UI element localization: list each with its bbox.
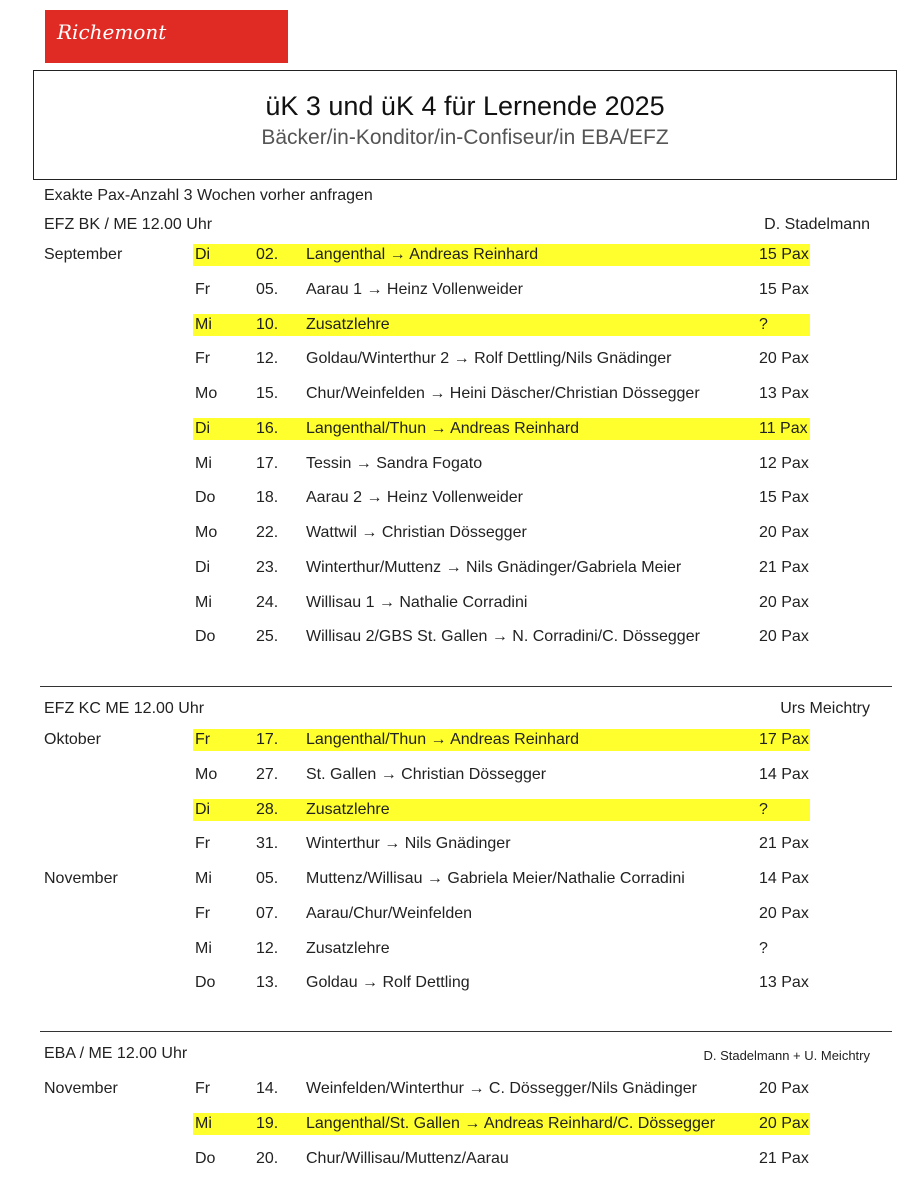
row-date: 23. bbox=[256, 558, 279, 576]
row-pax: 15 Pax bbox=[759, 280, 809, 298]
row-weekday: Do bbox=[195, 1149, 216, 1167]
row-description: Goldau/Winterthur 2 → Rolf Dettling/Nils Gnädinger bbox=[306, 350, 672, 368]
schedule-row bbox=[0, 867, 910, 891]
row-weekday: Fr bbox=[195, 350, 211, 368]
schedule-row bbox=[0, 832, 910, 856]
row-weekday: Mo bbox=[195, 385, 218, 402]
row-description: Aarau/Chur/Weinfelden bbox=[306, 904, 473, 922]
row-month: November bbox=[44, 1080, 118, 1097]
row-description: Zusatzlehre bbox=[306, 939, 390, 957]
section-title: EFZ BK / ME 12.00 Uhr bbox=[44, 216, 213, 233]
row-weekday: Fr bbox=[195, 835, 211, 853]
row-date: 28. bbox=[256, 800, 279, 818]
row-weekday: Mi bbox=[195, 593, 212, 611]
row-date: 05. bbox=[256, 870, 279, 887]
row-description: Aarau 1 → Heinz Vollenweider bbox=[306, 280, 524, 298]
schedule-row bbox=[0, 278, 910, 302]
row-weekday: Mo bbox=[195, 765, 218, 783]
schedule-row bbox=[0, 625, 910, 649]
row-month: November bbox=[44, 870, 118, 887]
section-title: EFZ KC ME 12.00 Uhr bbox=[44, 700, 205, 717]
row-pax: 21 Pax bbox=[759, 558, 809, 576]
row-description: Tessin → Sandra Fogato bbox=[306, 454, 483, 472]
row-description: Willisau 2/GBS St. Gallen → N. Corradini/C. Dössegger bbox=[306, 628, 700, 646]
row-pax: ? bbox=[759, 800, 768, 818]
row-date: 05. bbox=[256, 280, 279, 298]
row-pax: 11 Pax bbox=[759, 419, 808, 437]
row-weekday: Do bbox=[195, 974, 216, 992]
row-date: 19. bbox=[256, 1114, 279, 1132]
schedule-row bbox=[0, 452, 910, 476]
row-date: 24. bbox=[256, 593, 279, 611]
row-description: Langenthal/St. Gallen → Andreas Reinhard/C. Dössegger bbox=[306, 1114, 716, 1132]
row-weekday: Fr bbox=[195, 280, 211, 298]
pax-note: Exakte Pax-Anzahl 3 Wochen vorher anfragen bbox=[44, 187, 373, 204]
schedule-row bbox=[0, 243, 910, 267]
row-description: Aarau 2 → Heinz Vollenweider bbox=[306, 489, 524, 507]
row-highlight bbox=[193, 314, 810, 336]
row-weekday: Fr bbox=[195, 1080, 211, 1097]
row-date: 15. bbox=[256, 385, 279, 402]
row-pax: 20 Pax bbox=[759, 350, 809, 368]
section-responsible: D. Stadelmann + U. Meichtry bbox=[703, 1048, 870, 1063]
schedule-row bbox=[0, 902, 910, 926]
row-pax: 12 Pax bbox=[759, 454, 809, 472]
row-pax: 14 Pax bbox=[759, 870, 809, 887]
row-pax: 14 Pax bbox=[759, 765, 809, 783]
page-subtitle: Bäcker/in-Konditor/in-Confiseur/in EBA/EFZ bbox=[261, 126, 669, 149]
row-description: St. Gallen → Christian Dössegger bbox=[306, 765, 547, 783]
row-weekday: Mi bbox=[195, 870, 212, 887]
row-pax: 20 Pax bbox=[759, 1080, 809, 1097]
schedule-row bbox=[0, 763, 910, 787]
row-description: Chur/Weinfelden → Heini Däscher/Christian Dössegger bbox=[306, 385, 700, 402]
page-title: üK 3 und üK 4 für Lernende 2025 bbox=[265, 91, 665, 121]
schedule-row bbox=[0, 382, 910, 406]
row-description: Langenthal/Thun → Andreas Reinhard bbox=[306, 731, 580, 748]
row-date: 14. bbox=[256, 1080, 279, 1097]
row-date: 17. bbox=[256, 731, 279, 748]
row-pax: 15 Pax bbox=[759, 489, 809, 507]
row-date: 17. bbox=[256, 454, 279, 472]
schedule-row bbox=[0, 486, 910, 510]
row-weekday: Mi bbox=[195, 454, 212, 472]
row-date: 20. bbox=[256, 1149, 279, 1167]
row-weekday: Fr bbox=[195, 731, 211, 748]
schedule-row bbox=[0, 313, 910, 337]
row-date: 12. bbox=[256, 939, 279, 957]
row-description: Muttenz/Willisau → Gabriela Meier/Nathalie Corradini bbox=[306, 870, 685, 887]
schedule-row bbox=[0, 347, 910, 371]
row-description: Willisau 1 → Nathalie Corradini bbox=[306, 593, 528, 611]
row-month: Oktober bbox=[44, 731, 101, 748]
row-date: 07. bbox=[256, 904, 279, 922]
schedule-row bbox=[0, 971, 910, 995]
schedule-row bbox=[0, 556, 910, 580]
row-pax: 20 Pax bbox=[759, 628, 809, 646]
row-date: 18. bbox=[256, 489, 279, 507]
row-weekday: Di bbox=[195, 246, 211, 263]
row-pax: 20 Pax bbox=[759, 1114, 809, 1132]
row-pax: ? bbox=[759, 939, 768, 957]
richemont-logo bbox=[45, 10, 288, 63]
row-pax: 21 Pax bbox=[759, 835, 809, 853]
row-pax: 20 Pax bbox=[759, 904, 809, 922]
logo-text: Richemont bbox=[57, 20, 167, 44]
row-pax: 13 Pax bbox=[759, 385, 809, 402]
section-divider bbox=[40, 1031, 892, 1032]
section-title: EBA / ME 12.00 Uhr bbox=[44, 1045, 188, 1062]
row-description: Zusatzlehre bbox=[306, 315, 390, 333]
row-weekday: Do bbox=[195, 489, 216, 507]
row-date: 12. bbox=[256, 350, 279, 368]
row-date: 31. bbox=[256, 835, 279, 853]
row-weekday: Di bbox=[195, 800, 211, 818]
section-responsible: Urs Meichtry bbox=[780, 700, 870, 717]
row-weekday: Mi bbox=[195, 315, 212, 333]
row-date: 27. bbox=[256, 765, 279, 783]
row-weekday: Mo bbox=[195, 524, 218, 541]
row-description: Langenthal → Andreas Reinhard bbox=[306, 246, 539, 263]
row-pax: 15 Pax bbox=[759, 246, 809, 263]
row-date: 22. bbox=[256, 524, 279, 541]
row-description: Weinfelden/Winterthur → C. Dössegger/Nils Gnädinger bbox=[306, 1080, 697, 1097]
row-pax: 20 Pax bbox=[759, 593, 809, 611]
schedule-row bbox=[0, 521, 910, 545]
row-weekday: Di bbox=[195, 419, 211, 437]
row-weekday: Fr bbox=[195, 904, 211, 922]
row-date: 25. bbox=[256, 628, 279, 646]
row-description: Zusatzlehre bbox=[306, 800, 390, 818]
row-description: Winterthur/Muttenz → Nils Gnädinger/Gabriela Meier bbox=[306, 558, 682, 576]
row-pax: 21 Pax bbox=[759, 1149, 809, 1167]
schedule-row bbox=[0, 728, 910, 752]
section-divider bbox=[40, 686, 892, 687]
section-responsible: D. Stadelmann bbox=[764, 216, 870, 233]
row-date: 16. bbox=[256, 419, 279, 437]
row-description: Langenthal/Thun → Andreas Reinhard bbox=[306, 419, 580, 437]
row-month: September bbox=[44, 246, 123, 263]
schedule-row bbox=[0, 937, 910, 961]
row-pax: 13 Pax bbox=[759, 974, 809, 992]
schedule-row bbox=[0, 417, 910, 441]
row-date: 02. bbox=[256, 246, 279, 263]
row-pax: 20 Pax bbox=[759, 524, 809, 541]
row-description: Winterthur → Nils Gnädinger bbox=[306, 835, 511, 853]
schedule-row bbox=[0, 1112, 910, 1136]
row-highlight bbox=[193, 799, 810, 821]
row-description: Wattwil → Christian Dössegger bbox=[306, 524, 527, 541]
schedule-row bbox=[0, 1077, 910, 1101]
row-description: Chur/Willisau/Muttenz/Aarau bbox=[306, 1149, 509, 1167]
row-weekday: Mi bbox=[195, 1114, 212, 1132]
row-description: Goldau → Rolf Dettling bbox=[306, 974, 470, 992]
row-date: 13. bbox=[256, 974, 279, 992]
row-pax: 17 Pax bbox=[759, 731, 809, 748]
title-box bbox=[33, 70, 897, 180]
row-weekday: Mi bbox=[195, 939, 212, 957]
row-weekday: Di bbox=[195, 558, 211, 576]
row-pax: ? bbox=[759, 315, 768, 333]
schedule-row bbox=[0, 591, 910, 615]
row-weekday: Do bbox=[195, 628, 216, 646]
schedule-row bbox=[0, 1147, 910, 1171]
schedule-row bbox=[0, 798, 910, 822]
row-date: 10. bbox=[256, 315, 279, 333]
